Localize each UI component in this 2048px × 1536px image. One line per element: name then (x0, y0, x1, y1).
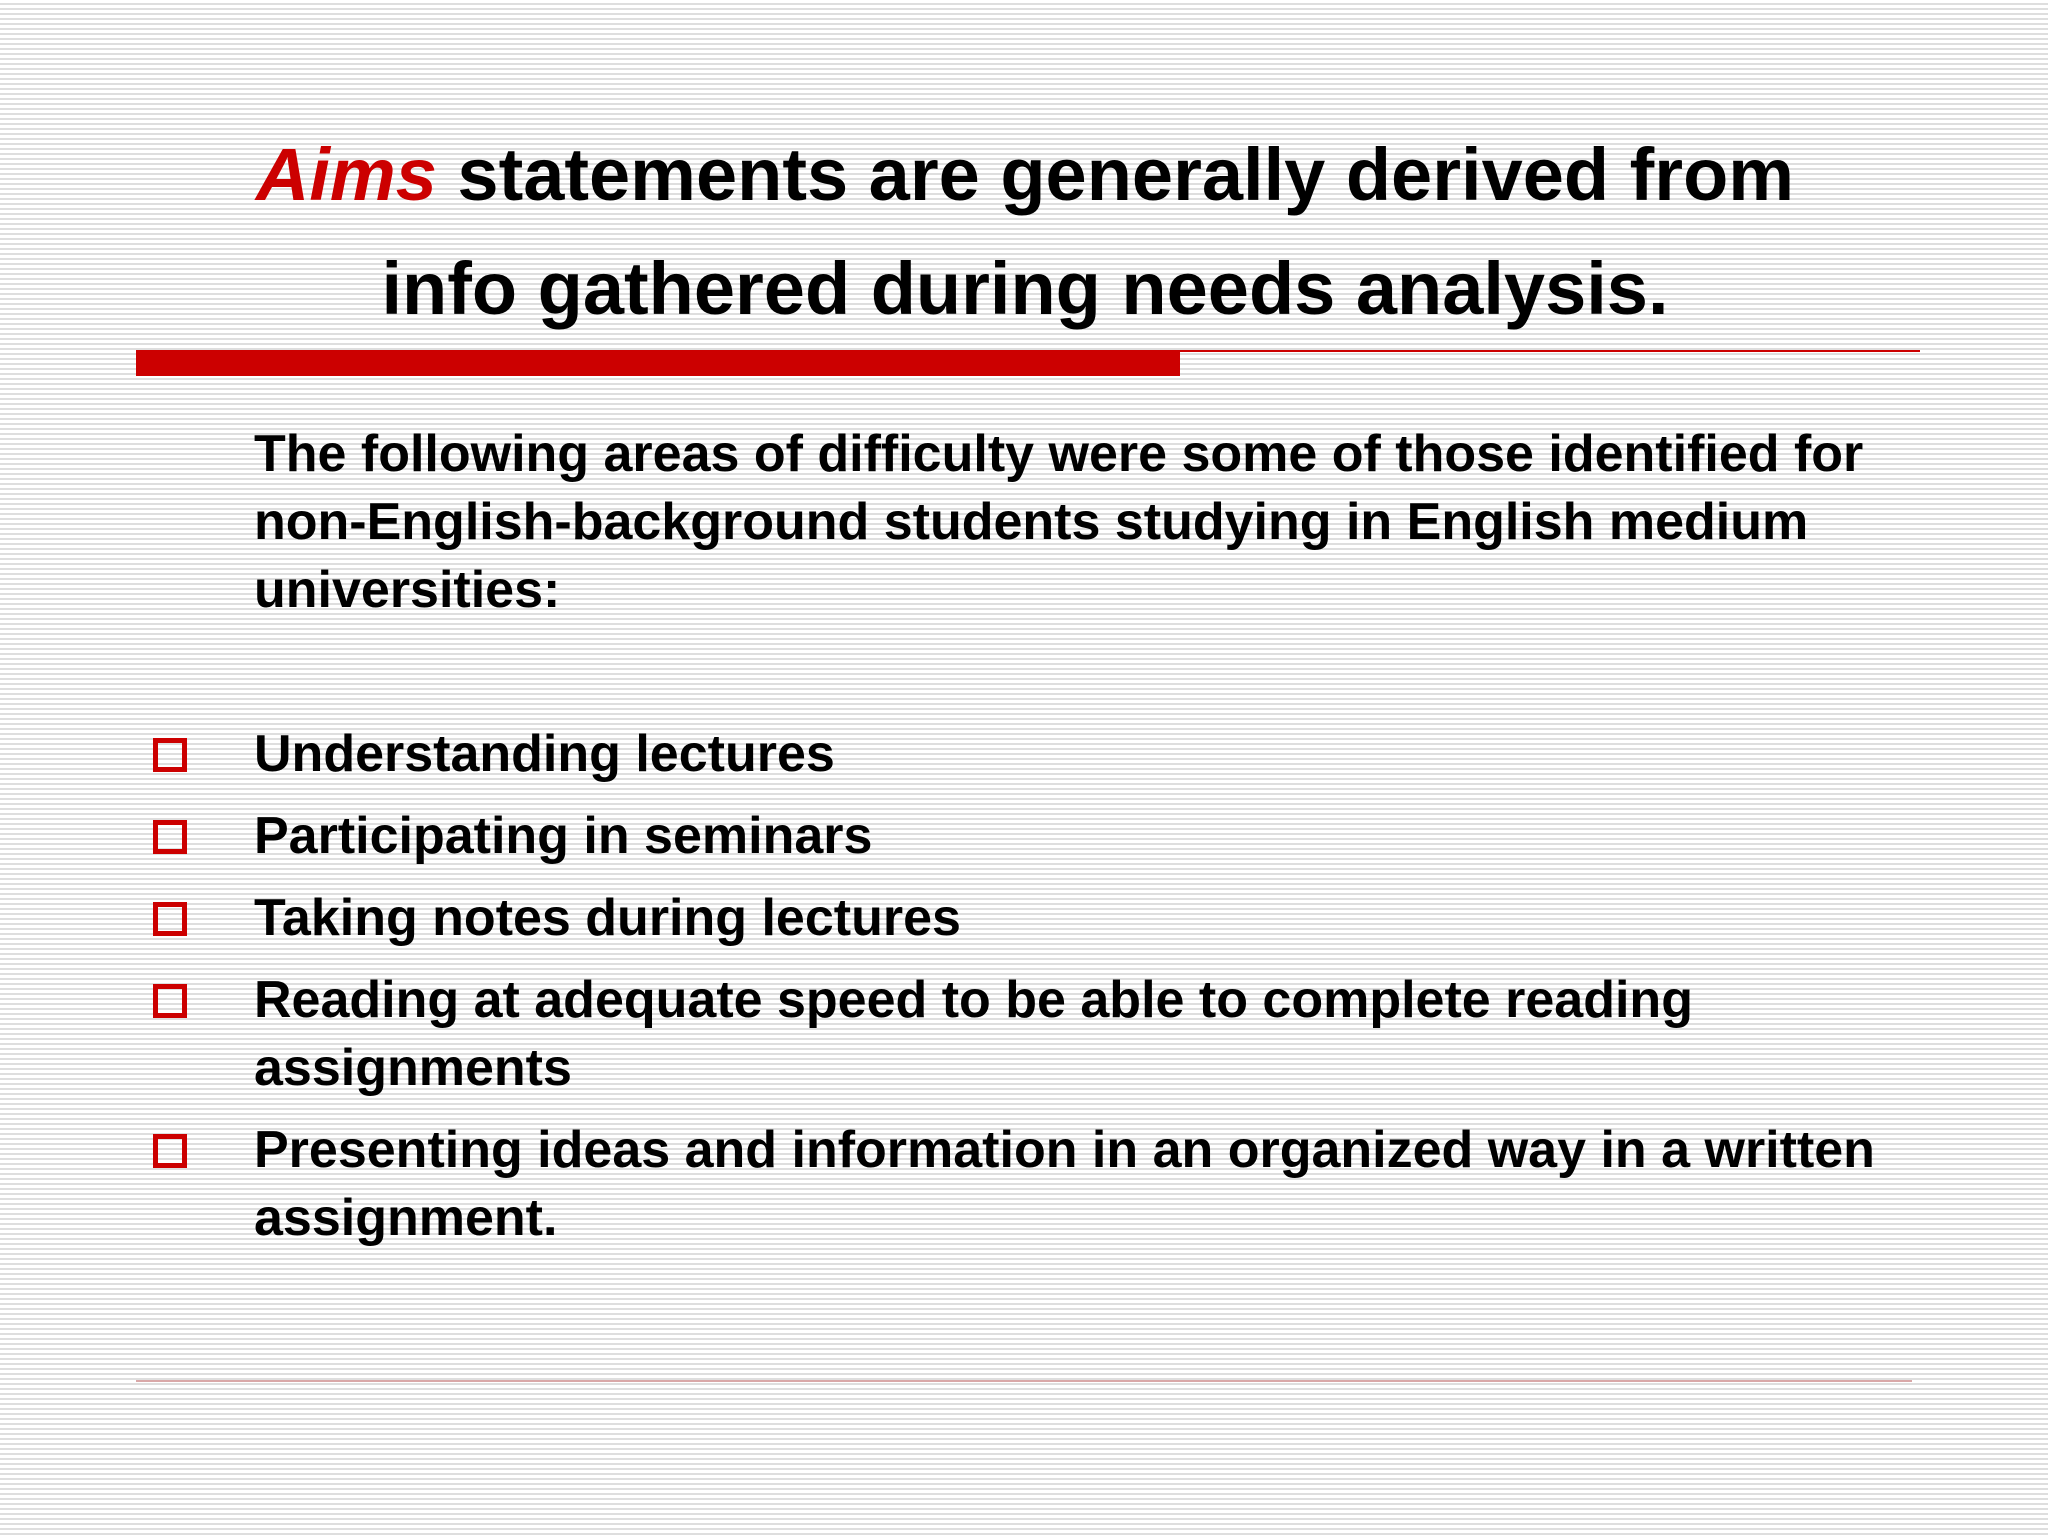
title-underline-thick (136, 350, 1180, 376)
hollow-square-bullet-icon (153, 902, 187, 936)
list-item-text: Presenting ideas and information in an organized way in a written assignment. (254, 1121, 1875, 1247)
hollow-square-bullet-icon (153, 738, 187, 772)
list-item (0, 884, 1934, 952)
title-accent-word: Aims (255, 133, 437, 216)
list-item-text: Taking notes during lectures (254, 889, 961, 947)
footer-divider (136, 1380, 1912, 1382)
title-underline-thin (1180, 350, 1920, 352)
list-item (0, 966, 1934, 1102)
list-item-text: Understanding lectures (254, 725, 835, 783)
hollow-square-bullet-icon (153, 820, 187, 854)
difficulty-list (0, 720, 2048, 1266)
hollow-square-bullet-icon (153, 1134, 187, 1168)
intro-paragraph: The following areas of difficulty were some of those identified for non-English-background students studying in English medium universities: (254, 425, 1864, 619)
slide-title (140, 118, 1910, 346)
list-item-text: Reading at adequate speed to be able to complete reading assignments (254, 971, 1693, 1097)
title-line-2: info gathered during needs analysis. (381, 247, 1669, 330)
hollow-square-bullet-icon (153, 984, 187, 1018)
list-item-text: Participating in seminars (254, 807, 873, 865)
list-item (0, 1116, 1934, 1252)
title-line-1-rest: statements are generally derived from (436, 133, 1795, 216)
list-item (0, 802, 1934, 870)
list-item (0, 720, 1934, 788)
